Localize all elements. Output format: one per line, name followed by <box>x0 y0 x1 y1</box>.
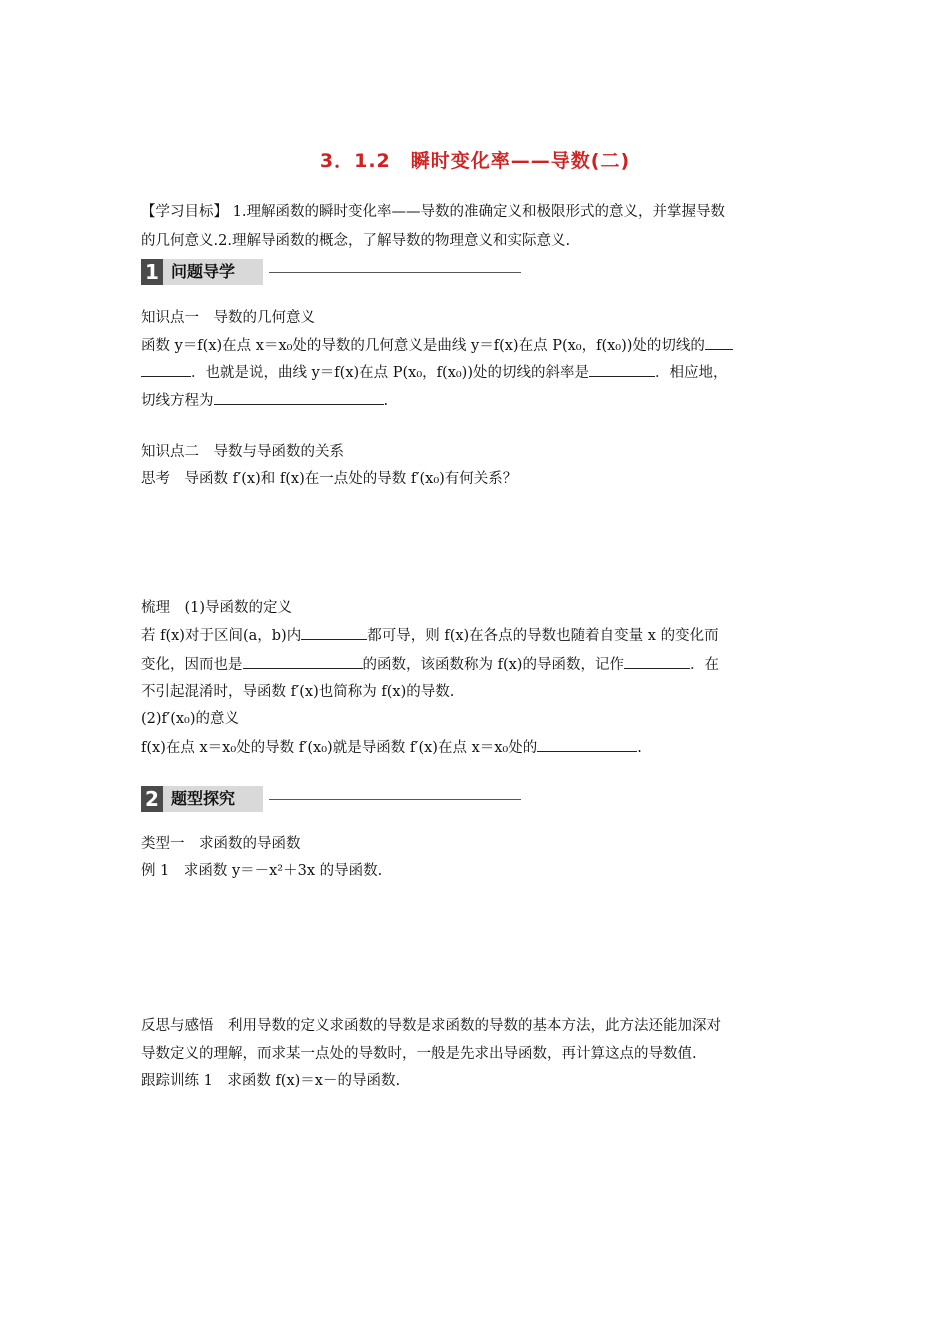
kp1-line-2: ．也就是说，曲线 y＝f(x)在点 P(x₀，f(x₀))处的切线的斜率是 ．相应地， <box>141 358 811 388</box>
objectives-line-1: 【学习目标】 1.理解函数的瞬时变化率——导数的准确定义和极限形式的意义，并掌握导数 <box>141 204 725 220</box>
type1-heading: 类型一 求函数的导函数 <box>141 836 301 852</box>
section-number: 2 <box>141 786 163 812</box>
answer-blank[interactable] <box>589 358 655 377</box>
section-header-1 <box>141 259 521 285</box>
answer-blank[interactable] <box>243 650 363 669</box>
page-title: 3．1.2 瞬时变化率——导数(二) <box>319 150 631 172</box>
summary-heading: 梳理 (1)导函数的定义 <box>141 600 293 616</box>
answer-blank[interactable] <box>214 386 384 405</box>
kp1-heading: 知识点一 导数的几何意义 <box>141 310 315 326</box>
answer-blank[interactable] <box>141 358 191 377</box>
answer-blank[interactable] <box>537 733 637 752</box>
answer-blank[interactable] <box>705 331 733 350</box>
kp1-line-1: 函数 y＝f(x)在点 x＝x₀处的导数的几何意义是曲线 y＝f(x)在点 P(x₀，f(x₀))处的切线的 <box>141 331 811 361</box>
objectives-line-2: 的几何意义.2.理解导函数的概念，了解导数的物理意义和实际意义. <box>141 233 571 249</box>
kp1-line-3: 切线方程为 . <box>141 386 811 416</box>
section-header-2 <box>141 786 521 812</box>
summary-line-3: 不引起混淆时，导函数 f′(x)也简称为 f(x)的导数. <box>141 684 455 700</box>
reflection-line-2: 导数定义的理解，而求某一点处的导数时，一般是先求出导函数，再计算这点的导数值. <box>141 1046 697 1062</box>
summary-line-2: 变化，因而也是 的函数，该函数称为 f(x)的导函数，记作 ．在 <box>141 650 811 680</box>
summary-line-4: (2)f′(x₀)的意义 <box>141 711 240 727</box>
section-number: 1 <box>141 259 163 285</box>
kp2-think: 思考 导函数 f′(x)和 f(x)在一点处的导数 f′(x₀)有何关系？ <box>141 471 518 487</box>
section-label: 问题导学 <box>163 259 263 285</box>
reflection-line-1: 反思与感悟 利用导数的定义求函数的导数是求函数的导数的基本方法，此方法还能加深对 <box>141 1018 721 1034</box>
answer-blank[interactable] <box>301 621 367 640</box>
summary-line-1: 若 f(x)对于区间(a，b)内 都可导，则 f(x)在各点的导数也随着自变量 x 的变化而 <box>141 621 811 651</box>
objectives-label: 【学习目标】 <box>141 204 228 220</box>
answer-blank[interactable] <box>624 650 690 669</box>
summary-line-5: f(x)在点 x＝x₀处的导数 f′(x₀)就是导函数 f′(x)在点 x＝x₀处的 . <box>141 733 811 763</box>
kp2-heading: 知识点二 导数与导函数的关系 <box>141 444 344 460</box>
example-1: 例 1 求函数 y＝－x²＋3x 的导函数. <box>141 863 383 879</box>
section-label: 题型探究 <box>163 786 263 812</box>
section-rule <box>269 272 521 273</box>
exercise-1: 跟踪训练 1 求函数 f(x)＝x－的导函数. <box>141 1073 401 1089</box>
section-rule <box>269 799 521 800</box>
